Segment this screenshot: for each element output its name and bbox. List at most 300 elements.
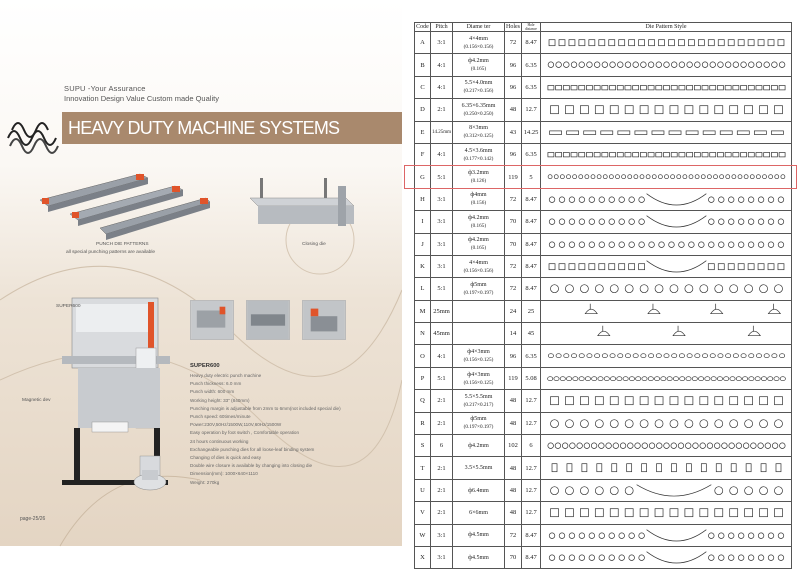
die-hole	[758, 264, 764, 270]
die-hole	[717, 377, 722, 381]
die-hole	[741, 62, 747, 68]
cell-die-pattern	[541, 502, 792, 524]
die-hole	[648, 377, 653, 381]
die-hole	[745, 397, 753, 405]
die-hole	[635, 443, 641, 449]
die-hole	[579, 264, 585, 270]
die-hole	[718, 241, 724, 247]
die-hole	[610, 62, 616, 68]
cell-hole-distance: 6.35	[522, 345, 541, 367]
die-hole	[636, 377, 641, 381]
cell-holes: 102	[505, 435, 522, 457]
die-hole	[702, 62, 708, 68]
die-pattern-circle	[541, 54, 792, 75]
die-hole	[708, 197, 714, 203]
die-hole	[629, 264, 635, 270]
die-hole	[774, 419, 782, 427]
die-hole	[687, 354, 692, 358]
die-hole	[702, 354, 707, 358]
diameter-inches: (0.197×0.197)	[463, 289, 494, 296]
die-hole	[700, 106, 708, 114]
die-hole	[733, 85, 739, 89]
die-hole	[549, 264, 555, 270]
die-hole	[656, 354, 661, 358]
die-hole	[748, 555, 754, 561]
cell-code: B	[415, 54, 431, 76]
closing-die-image	[246, 176, 356, 234]
die-hole	[667, 377, 672, 381]
die-hole	[756, 354, 761, 358]
die-hole	[549, 40, 555, 46]
die-hole	[602, 152, 608, 156]
cell-hole-distance: 8.47	[522, 188, 541, 210]
diameter-inches: (0.217×0.156)	[463, 88, 494, 95]
die-hole	[585, 175, 589, 179]
diameter-inches: (0.126)	[470, 178, 487, 185]
die-hole	[725, 85, 731, 89]
die-pattern-mushroom	[541, 301, 792, 322]
brochure-left-page	[0, 0, 402, 546]
die-hole	[708, 219, 714, 225]
die-hole	[655, 106, 663, 114]
die-hole	[679, 85, 685, 89]
cell-holes: 72	[505, 524, 522, 546]
die-hole	[552, 464, 557, 472]
diameter-value: 4×4mm	[469, 259, 488, 266]
die-hole	[627, 464, 632, 472]
die-hole	[571, 85, 577, 89]
die-hole	[685, 419, 693, 427]
die-hole	[559, 555, 565, 561]
die-hole	[640, 85, 646, 89]
die-hole	[772, 443, 778, 449]
die-hole	[610, 509, 618, 517]
die-hole	[610, 354, 615, 358]
cell-code: L	[415, 278, 431, 300]
die-hole	[610, 397, 618, 405]
diameter-inches: (0.165)	[470, 66, 487, 73]
die-hole	[761, 464, 766, 472]
die-hole	[580, 509, 588, 517]
die-hole	[619, 241, 625, 247]
die-hole	[733, 152, 739, 156]
die-hole	[768, 303, 780, 313]
die-hole	[559, 241, 565, 247]
die-hole	[619, 555, 625, 561]
diameter-value: ф4.5mm	[468, 554, 489, 561]
die-hole	[774, 377, 779, 381]
die-hole	[640, 419, 648, 427]
die-hole	[642, 443, 648, 449]
die-hole	[639, 555, 645, 561]
cell-die-pattern	[541, 390, 792, 412]
die-hole	[764, 85, 770, 89]
cell-code: A	[415, 32, 431, 54]
die-hole	[758, 532, 764, 538]
cell-hole-distance: 6.35	[522, 143, 541, 165]
die-hole	[725, 152, 731, 156]
die-hole	[722, 443, 728, 449]
die-hole	[754, 130, 766, 134]
table-row-i	[415, 211, 792, 233]
cell-die-pattern	[541, 457, 792, 479]
cell-diameter	[453, 166, 505, 188]
diameter-inches: (0.156)	[470, 200, 487, 207]
die-hole	[569, 241, 575, 247]
die-hole	[771, 152, 777, 156]
die-hole	[579, 532, 585, 538]
die-hole	[730, 487, 738, 495]
die-hole	[655, 397, 663, 405]
cell-holes: 119	[505, 166, 522, 188]
die-hole	[718, 219, 724, 225]
die-hole	[551, 419, 559, 427]
die-hole	[760, 397, 768, 405]
cell-code: M	[415, 300, 431, 322]
die-hole	[760, 285, 768, 293]
cell-diameter	[453, 188, 505, 210]
table-row-g	[415, 166, 792, 188]
table-body	[415, 32, 792, 569]
diameter-value: ф4.2mm	[468, 237, 489, 244]
table-row-m	[415, 300, 792, 322]
die-hole	[694, 85, 700, 89]
die-hole	[560, 377, 565, 381]
die-hole	[565, 487, 573, 495]
page-heading: HEAVY DUTY MACHINE SYSTEMS	[68, 118, 340, 138]
die-hole	[728, 40, 734, 46]
cell-diameter	[453, 457, 505, 479]
die-hole	[678, 40, 684, 46]
die-hole	[567, 464, 572, 472]
die-hole	[656, 152, 662, 156]
cell-hole-distance: 8.47	[522, 255, 541, 277]
die-hole	[602, 62, 608, 68]
die-hole	[594, 152, 600, 156]
table-row-p	[415, 367, 792, 389]
die-hole	[640, 509, 648, 517]
die-hole	[711, 377, 716, 381]
cell-pitch: 4:1	[431, 54, 453, 76]
die-hole	[569, 532, 575, 538]
die-hole	[554, 175, 558, 179]
table-row-j	[415, 233, 792, 255]
die-hole	[619, 532, 625, 538]
cell-holes: 48	[505, 502, 522, 524]
header-code: Code	[416, 24, 429, 30]
die-hole	[748, 219, 754, 225]
die-hole	[565, 509, 573, 517]
die-hole	[679, 241, 685, 247]
magnetic-device-label: Magnetic dev	[22, 398, 51, 403]
cell-die-pattern	[541, 233, 792, 255]
die-hole	[736, 443, 742, 449]
die-hole	[633, 152, 639, 156]
die-hole	[760, 419, 768, 427]
die-hole	[589, 264, 595, 270]
die-hole	[635, 130, 647, 134]
cell-holes: 96	[505, 76, 522, 98]
die-hole	[664, 152, 670, 156]
die-hole	[569, 197, 575, 203]
die-hole	[698, 377, 703, 381]
die-hole	[602, 354, 607, 358]
die-hole	[649, 40, 655, 46]
die-hole	[589, 241, 595, 247]
spec-line: Exchangeable punching dies for all loose-leaf binding system	[190, 446, 315, 452]
die-hole	[597, 175, 601, 179]
die-hole	[711, 303, 723, 313]
die-hole	[629, 219, 635, 225]
die-hole	[748, 241, 754, 247]
die-pattern-circle-thumb	[541, 189, 792, 210]
page-number: page-25/26	[20, 516, 46, 522]
die-hole	[689, 175, 693, 179]
die-hole	[629, 197, 635, 203]
die-hole	[565, 285, 573, 293]
die-hole	[768, 40, 774, 46]
die-pattern-rect	[541, 77, 792, 98]
die-hole	[595, 419, 603, 427]
die-hole	[671, 464, 676, 472]
die-hole	[625, 509, 633, 517]
cell-diameter	[453, 345, 505, 367]
die-hole	[565, 106, 573, 114]
die-hole	[695, 62, 701, 68]
cell-code: C	[415, 76, 431, 98]
die-hole	[559, 264, 565, 270]
die-hole	[598, 377, 603, 381]
cell-diameter	[453, 524, 505, 546]
cell-code: E	[415, 121, 431, 143]
die-hole	[748, 264, 754, 270]
die-hole	[548, 354, 553, 358]
diameter-value: ф4.2mm	[468, 442, 489, 449]
die-hole	[686, 130, 698, 134]
diameter-value: 4×4mm	[469, 35, 488, 42]
die-pattern-square-thumb	[541, 256, 792, 277]
spec-line: 24 hours continuous working	[190, 438, 249, 444]
die-hole	[579, 377, 584, 381]
cell-hole-distance: 8.47	[522, 211, 541, 233]
cell-die-pattern	[541, 546, 792, 568]
die-hole	[580, 106, 588, 114]
die-pattern-bigsquare	[541, 390, 792, 411]
die-hole	[710, 354, 715, 358]
cell-code: S	[415, 435, 431, 457]
die-pattern-tallrect	[541, 457, 792, 478]
die-hole	[580, 397, 588, 405]
die-hole	[609, 175, 613, 179]
die-hole	[641, 354, 646, 358]
die-pattern-square	[541, 32, 792, 53]
die-hole	[664, 62, 670, 68]
die-pattern-bigcircle-thumb	[541, 480, 792, 501]
die-hole	[695, 354, 700, 358]
cell-pitch: 3:1	[431, 524, 453, 546]
die-hole	[730, 377, 735, 381]
die-hole	[556, 152, 562, 156]
die-hole	[778, 40, 784, 46]
die-hole	[733, 62, 739, 68]
die-hole	[772, 354, 777, 358]
table-row-a	[415, 32, 792, 54]
cell-code: U	[415, 479, 431, 501]
die-hole	[580, 419, 588, 427]
diameter-value: ф4×3mm	[467, 349, 490, 356]
die-hole	[579, 197, 585, 203]
cell-hole-distance: 8.47	[522, 546, 541, 568]
die-hole	[625, 354, 630, 358]
die-hole	[599, 40, 605, 46]
die-hole	[715, 487, 723, 495]
die-hole	[559, 532, 565, 538]
die-hole	[609, 532, 615, 538]
die-hole	[548, 152, 554, 156]
die-hole	[724, 377, 729, 381]
die-hole	[778, 555, 784, 561]
die-hole	[619, 197, 625, 203]
cell-pitch: 2:1	[431, 412, 453, 434]
die-hole	[746, 464, 751, 472]
die-hole	[745, 487, 753, 495]
die-hole	[703, 130, 715, 134]
die-hole	[678, 443, 684, 449]
die-hole	[648, 303, 660, 313]
die-hole	[642, 377, 647, 381]
die-hole	[755, 377, 760, 381]
header-diameter: Diame ter	[453, 23, 505, 32]
die-hole	[756, 62, 762, 68]
spec-line: Punch speed: 60times/minute	[190, 414, 251, 419]
die-hole	[685, 106, 693, 114]
die-hole	[780, 377, 785, 381]
die-hole	[625, 106, 633, 114]
die-hole	[560, 175, 564, 179]
die-hole	[619, 264, 625, 270]
die-hole	[701, 464, 706, 472]
die-hole	[705, 377, 710, 381]
die-hole	[720, 175, 724, 179]
cell-die-pattern	[541, 300, 792, 322]
die-hole	[615, 175, 619, 179]
cell-die-pattern	[541, 479, 792, 501]
diameter-value: ф4.5mm	[468, 532, 489, 539]
die-hole	[718, 62, 724, 68]
die-hole	[569, 264, 575, 270]
cell-holes: 24	[505, 300, 522, 322]
die-hole	[670, 509, 678, 517]
cell-die-pattern	[541, 143, 792, 165]
spec-line: Power:230V,50Hz/1500W,110V,60Hz/1500W	[190, 422, 282, 428]
die-hole	[617, 62, 623, 68]
die-hole	[625, 397, 633, 405]
cell-holes: 48	[505, 412, 522, 434]
die-hole	[589, 532, 595, 538]
die-hole	[664, 85, 670, 89]
spec-line: Punch width: 600 mm	[190, 389, 235, 395]
die-hole	[549, 197, 555, 203]
cell-code: N	[415, 323, 431, 345]
die-hole	[748, 40, 754, 46]
machine-detail-photo-1	[190, 300, 234, 340]
cell-holes: 48	[505, 99, 522, 121]
diameter-value: ф6.4mm	[468, 487, 489, 494]
die-hole	[591, 175, 595, 179]
table-row-f	[415, 143, 792, 165]
cell-holes: 119	[505, 367, 522, 389]
die-hole	[730, 397, 738, 405]
die-hole	[677, 175, 681, 179]
cell-hole-distance: 6	[522, 435, 541, 457]
die-hole	[708, 40, 714, 46]
cell-hole-distance: 6.35	[522, 76, 541, 98]
die-hole	[656, 443, 662, 449]
cell-diameter	[453, 121, 505, 143]
die-hole	[715, 397, 723, 405]
cell-hole-distance: 8.47	[522, 233, 541, 255]
die-hole	[609, 40, 615, 46]
cell-holes: 72	[505, 32, 522, 54]
die-hole	[745, 285, 753, 293]
cell-pitch: 3:1	[431, 233, 453, 255]
die-hole	[586, 85, 592, 89]
die-hole	[548, 443, 554, 449]
table-row-n	[415, 323, 792, 345]
die-hole	[665, 175, 669, 179]
die-pattern-table	[414, 22, 792, 569]
die-hole	[695, 175, 699, 179]
table-row-c	[415, 76, 792, 98]
punch-dies-image	[40, 170, 210, 240]
die-hole	[606, 443, 612, 449]
die-hole	[548, 85, 554, 89]
cell-hole-distance: 8.47	[522, 278, 541, 300]
spec-line: Punching margin is adjustable from 2mm to 6mm(not included special die)	[190, 405, 341, 411]
die-hole	[718, 197, 724, 203]
die-hole	[579, 85, 585, 89]
die-hole	[670, 397, 678, 405]
die-hole	[640, 285, 648, 293]
cell-holes: 72	[505, 188, 522, 210]
die-hole	[591, 443, 597, 449]
die-hole	[768, 264, 774, 270]
die-hole	[609, 555, 615, 561]
die-hole	[694, 152, 700, 156]
die-pattern-oval	[541, 345, 792, 366]
table-row-b	[415, 54, 792, 76]
die-hole	[623, 377, 628, 381]
die-pattern-oval	[541, 368, 792, 389]
cell-pitch: 4:1	[431, 76, 453, 98]
die-hole	[579, 62, 585, 68]
die-hole	[728, 219, 734, 225]
die-hole	[603, 175, 607, 179]
die-hole	[625, 62, 631, 68]
cell-hole-distance: 14.25	[522, 121, 541, 143]
product-model: SUPER600	[190, 363, 220, 369]
die-hole	[758, 443, 764, 449]
die-hole	[733, 354, 738, 358]
die-hole	[779, 85, 785, 89]
die-hole	[599, 219, 605, 225]
closing-die-label: Closing die	[302, 242, 326, 247]
die-hole	[718, 532, 724, 538]
die-hole	[685, 285, 693, 293]
die-hole	[629, 555, 635, 561]
die-hole	[671, 443, 677, 449]
die-hole	[571, 152, 577, 156]
